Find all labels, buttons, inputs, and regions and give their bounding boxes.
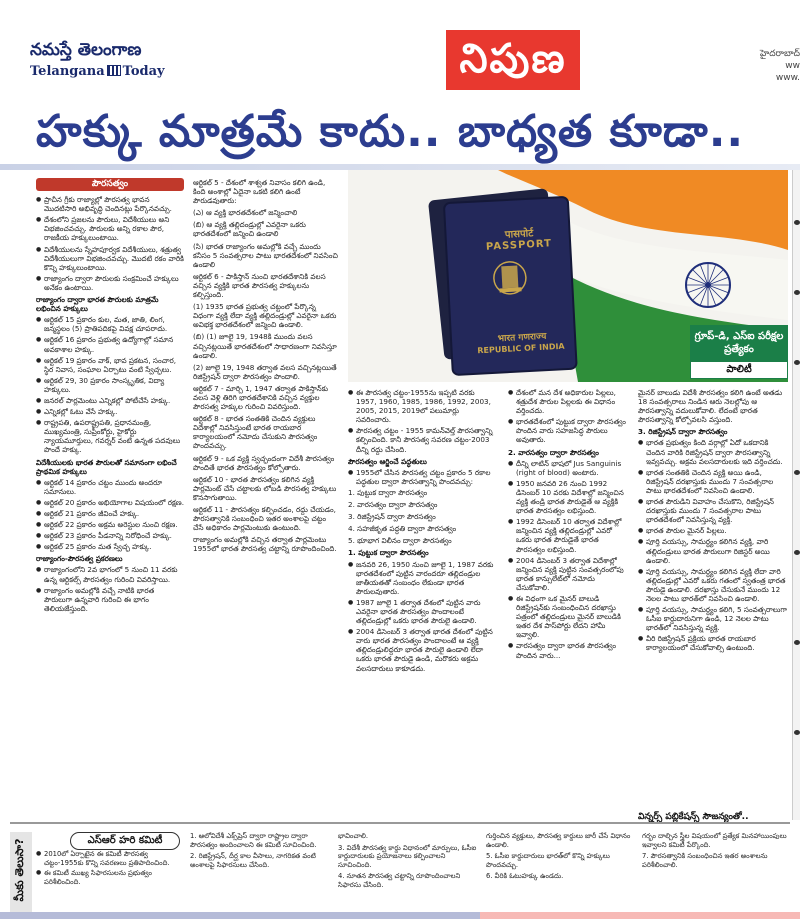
list-item: ● 2004 డిసెంబర్ 3 తర్వాత విదేశాల్లో జన్మించిన వ్యక్తి పుట్టిన సంవత్సరంలోపు భారత కాన్సులేట్‌లో నమోదు చేసుకోవాలి. <box>508 556 628 592</box>
paragraph: ఆర్టికల్ 11 - పౌరసత్వం కల్పించడం, రద్దు చేయడం, పౌరసత్వానికి సంబంధించి ఇతర అంశాలపై చట్టం చేసే అధికారం పార్లమెంటుకు ఉంటుంది. <box>193 505 336 533</box>
list-item: ● ఆర్టికల్ 14 ప్రకారం చట్టం ముందు అందరూ సమానులు. <box>36 478 184 496</box>
paragraph: 3. విదేశీ పౌరసత్వ కార్డు విధానంలో మార్పులు, ఓసీఐ కార్డుదారులకు ప్రయోజనాలు కల్పించాలని సూచించింది. <box>338 843 477 869</box>
list-item: ● ఆర్టికల్ 29, 30 ప్రకారం సాంస్కృతిక, విద్యా హక్కులు. <box>36 376 184 394</box>
list-item: ● వీరి రిజిస్ట్రేషన్ ప్రక్రియ భారత రాయబార కార్యాలయంలో చేసుకోవాల్సి ఉంటుంది. <box>638 634 788 652</box>
bullet-icon <box>794 360 800 365</box>
subheading: రాజ్యాంగం ద్వారా భారత పౌరులకు మాత్రమే లభించిన హక్కులు <box>36 295 159 314</box>
bullet-icon <box>794 730 800 735</box>
article-column-3 <box>348 388 496 812</box>
list-item: ● 1950 జనవరి 26 నుంచి 1992 డిసెంబర్ 10 వరకు విదేశాల్లో జన్మించిన వ్యక్తి తండ్రి భారత పౌరుడైతే ఆ వ్యక్తికి భారత పౌరసత్వం లభిస్తుంది. <box>508 479 628 515</box>
paragraph: 4. నూతన పౌరసత్వ చట్టాన్ని రూపొందించాలని సిఫారసు చేసింది. <box>338 872 461 889</box>
bullet-icon <box>794 220 800 225</box>
list-item: ● భారత ప్రభుత్వం కింది వర్గాల్లో ఏదో ఒకదానికి చెందిన వారికి రిజిస్ట్రేషన్ ద్వారా పౌరసత్వాన్ని ఇవ్వవచ్చు. అక్రమ వలసదారులకు ఇది వర్తించదు. <box>638 438 788 465</box>
list-item: ● 1955లో చేసిన పౌరసత్వ చట్టం ప్రకారం 5 రకాల పద్ధతుల ద్వారా పౌరసత్వాన్ని పొందవచ్చు: <box>348 468 496 486</box>
paragraph: గర్భం దాల్చిన స్త్రీల విషయంలో ప్రత్యేక మినహాయింపులు ఇవ్వాలని కమిటీ పేర్కొంది. <box>642 832 787 849</box>
subheading: రాజ్యాంగం-పౌరసత్వ ప్రకరణలు <box>36 554 123 564</box>
list-item: ● ఈ విధంగా ఒక మైనర్ బాలుడి రిజిస్ట్రేషన్‌కు సంబంధించిన దరఖాస్తు పత్రంలో తల్లిదండ్రులు మైనర్ బాలుడికి ఇతర దేశ పాస్‌పోర్టు లేదని హామీ ఇవ్వాలి. <box>508 594 628 639</box>
masthead <box>0 0 800 110</box>
list-item: ● 2004 డిసెంబర్ 3 తర్వాత భారత దేశంలో పుట్టిన వారు భారత పౌరసత్వం పొందాలంటే ఆ వ్యక్తి తల్లిదండ్రులిద్దరూ భారత పౌరులై ఉండాలి లేదా ఒకరు భారత పౌరుడై ఉండి, మరొకరు అక్రమ వలసదారులు కాకూడదు. <box>348 627 496 672</box>
list-item: ● 1992 డిసెంబర్ 10 తర్వాత విదేశాల్లో జన్మించిన వ్యక్తి తల్లిదండ్రుల్లో ఎవరో ఒకరు భారత పౌరుడైతే భారత పౌరసత్వం లభిస్తుంది. <box>508 517 628 553</box>
list-item: ● పూర్తి వయస్సు, సామర్థ్యం కలిగిన వ్యక్తి లేదా వారి తల్లిదండ్రుల్లో ఎవరో ఒకరు గతంలో స్వతంత్ర భారత పౌరుడై ఉండాలి. దరఖాస్తు చేసుకునే ముందు 12 నెలల పాటు భారత్‌లో నివసించి ఉండాలి. <box>638 567 788 603</box>
list-item: ● ఈ కమిటీ ముఖ్య సిఫారసులను ప్రభుత్వం పరిశీలించింది. <box>36 869 186 886</box>
list-item: ● ఆర్టికల్ 21 ప్రకారం జీవించే హక్కు. <box>36 509 184 518</box>
subheading: 1. పుట్టుక ద్వారా పౌరసత్వం <box>348 548 429 558</box>
dyk-column-2 <box>190 832 332 912</box>
newspaper-logo-english <box>30 64 165 79</box>
list-item: ● 2010లో ఏర్పాటైన ఈ కమిటీ పౌరసత్వ చట్టం-1955కు కొన్ని సవరణలు ప్రతిపాదించింది. <box>36 850 186 867</box>
page-headline: హక్కు మాత్రమే కాదు.. బాధ్యత కూడా.. <box>36 106 745 157</box>
section-brand: నిపుణ <box>446 30 580 90</box>
bullet-icon <box>794 470 800 475</box>
list-item: ● రాష్ట్రపతి, ఉపరాష్ట్రపతి, ప్రధానమంత్రి, ముఖ్యమంత్రి, సుప్రీంకోర్టు, హైకోర్టు న్యాయమూర్తులు, గవర్నర్ వంటి ఉన్నత పదవులు పొందే హక్కు. <box>36 418 184 454</box>
list-item: ● పూర్తి వయస్సు, సామర్థ్యం కలిగి, 5 సంవత్సరాలుగా ఓసీఐ కార్డుదారునిగా ఉండి, 12 నెలల పాటు భారత్‌లో నివసిస్తున్న వ్యక్తి. <box>638 605 788 632</box>
publisher-credit: విన్నర్స్ పబ్లికేషన్స్ సౌజన్యంతో.. <box>638 812 749 822</box>
adjacent-page-edge <box>792 170 800 820</box>
bullet-icon <box>794 290 800 295</box>
passport-text-word: PASSPORT <box>485 238 553 253</box>
list-item: ● ఆర్టికల్ 23 ప్రకారం పీడనాన్ని నిరోధించే హక్కు. <box>36 531 184 540</box>
newspaper-logo-telugu: నమస్తే తెలంగాణ <box>30 40 142 60</box>
list-item: ● భారత పౌరుల మైనర్ పిల్లలు. <box>638 526 788 535</box>
list-item: ● ఈ పౌరసత్వ చట్టం-1955ను ఇప్పటి వరకు 1957, 1960, 1985, 1986, 1992, 2003, 2005, 2015, 2019లో పలుమార్లు సవరించారు. <box>348 388 496 424</box>
list-item: ● జనరల్ పార్లమెంటు ఎన్నికల్లో పోటీచేసే హక్కు. <box>36 396 184 405</box>
article-column-2 <box>193 178 338 812</box>
subheading: పౌరసత్వం ఆర్జించే పద్ధతులు <box>348 456 427 466</box>
paragraph: (సి) భారత రాజ్యాంగం అమల్లోకి వచ్చే ముందు కనీసం 5 సంవత్సరాల పాటు భారతదేశంలో నివసించి ఉండాలి <box>193 241 338 269</box>
paragraph: 3. రిజిస్ట్రేషన్ ద్వారా పౌరసత్వం <box>348 512 436 522</box>
paragraph: (ఎ) ఆ వ్యక్తి భారతదేశంలో జన్మించాలి <box>193 208 298 218</box>
list-item: ● ఆర్టికల్ 19 ప్రకారం వాక్, భావ ప్రకటన, సంచార, స్థిర నివాస, సంఘాల ఏర్పాటు వంటి స్వేచ్ఛలు. <box>36 356 184 374</box>
paragraph: 2. వారసత్వం ద్వారా పౌరసత్వం <box>348 500 438 510</box>
subheading: 2. వారసత్వం ద్వారా పౌరసత్వం <box>508 447 599 457</box>
dyk-column-3 <box>338 832 480 912</box>
dyk-column-1 <box>36 850 186 910</box>
logo-english-suffix: Today <box>122 64 165 79</box>
subheading: విదేశీయులకు భారత పౌరులతో సమానంగా లభించే ప్రాథమిక హక్కులు <box>36 457 177 476</box>
list-item: ● విదేశీయులను స్నేహపూర్వక విదేశీయులు, శత్రుత్వ విదేశీయులుగా విభజించవచ్చు. మొదటి రకం వారికి కొన్ని హక్కులుంటాయి. <box>36 245 184 272</box>
list-item: ● భారతదేశంలో పుట్టుక ద్వారా పౌరసత్వం పొందిన వారు సహజసిద్ధ పౌరులు అవుతారు. <box>508 417 628 444</box>
list-item: ● భారత సంతతికి చెందిన వ్యక్తి అయి ఉండి, రిజిస్ట్రేషన్ దరఖాస్తుకు ముందు 7 సంవత్సరాల పాటు భారతదేశంలో నివసించి ఉండాలి. <box>638 468 788 495</box>
article-column-4 <box>508 388 628 812</box>
paragraph: ఆర్టికల్ 7 - మార్చి 1, 1947 తర్వాత పాకిస్తాన్‌కు వలస వెళ్లి తిరిగి భారతదేశానికి వచ్చిన వ్యక్తుల పౌరసత్వ హక్కుల గురించి వివరిస్తుంది. <box>193 383 328 412</box>
page-bottom-strip <box>0 912 800 919</box>
list-item: ● భారత పౌరుడిని వివాహం చేసుకొని, రిజిస్ట్రేషన్ దరఖాస్తుకు ముందు 7 సంవత్సరాల పాటు భారతదేశంలో నివసిస్తున్న వ్యక్తి. <box>638 497 788 524</box>
paragraph: 2. రిజిస్ట్రేషన్, దీర్ఘ కాల వీసాలు, నాగరికత వంటి అంశాలపై సిఫారసులు చేసింది. <box>190 852 316 869</box>
subheading: 3. రిజిస్ట్రేషన్ ద్వారా పౌరసత్వం <box>638 427 728 437</box>
exam-tag: గ్రూప్-డి, ఎస్ఐ పరీక్షల ప్రత్యేకం <box>690 325 788 361</box>
passport-text-hindi-country: भारत गणराज्य <box>497 331 547 345</box>
paragraph: ఆర్టికల్ 5 - దేశంలో శాశ్వత నివాసం కలిగి ఉండి, కింది అంశాల్లో ఏదైనా ఒకటి కలిగి ఉంటే పౌరుడవుతారు: <box>193 178 326 206</box>
paragraph: 5. ఓసీఐ కార్డుదారులు భారత్‌లో కొన్ని హక్కులు పొందవచ్చు. <box>486 852 610 869</box>
bullet-icon <box>794 640 800 645</box>
header-right-info <box>680 48 800 84</box>
list-item: ● రాజ్యాంగం అమల్లోకి వచ్చే నాటికి భారత పౌరులుగా ఉన్నవారి గురించి ఈ భాగం తెలియజేస్తుంది. <box>36 586 184 613</box>
paragraph: గుర్తించిన వ్యక్తులు, పౌరసత్వ కార్డులు జారీ చేసే విధానం ఉండాలి. <box>486 832 631 849</box>
list-item: ● ఆర్టికల్ 15 ప్రకారం కుల, మత, జాతి, లింగ, జన్మస్థలం (5) ప్రాతిపదికపై వివక్ష చూపరాదు. <box>36 315 184 333</box>
logo-english-text: Telangana <box>30 64 105 79</box>
list-item: ● రాజ్యాంగం ద్వారా పౌరులకు సంక్రమించే హక్కులు అనేకం ఉంటాయి. <box>36 274 184 292</box>
list-item: ● జనవరి 26, 1950 నుంచి జూలై 1, 1987 వరకు భారతదేశంలో పుట్టిన వారందరూ తల్లిదండ్రుల జాతీయతతో సంబంధం లేకుండా భారత పౌరులవుతారు. <box>348 560 496 596</box>
list-item: ● రాజ్యాంగంలోని 2వ భాగంలో 5 నుంచి 11 వరకు ఉన్న ఆర్టికల్స్ పౌరసత్వం గురించి వివరిస్తాయి. <box>36 565 184 583</box>
did-you-know-side-label <box>10 832 32 912</box>
section-title-pill: పౌరసత్వం <box>36 178 184 191</box>
side-label-text: మీకు తెలుసా? <box>13 838 26 902</box>
article-column-5 <box>638 388 788 812</box>
header-right-line3: www. <box>775 73 800 83</box>
paragraph: (బి) ఆ వ్యక్తి తల్లిదండ్రుల్లో ఎవరైనా ఒకరు భారతదేశంలో జన్మించి ఉండాలి <box>193 220 306 239</box>
list-item: ● 1987 జూలై 1 తర్వాత దేశంలో పుట్టిన వారు ఎవరైనా భారత పౌరసత్వం పొందాలంటే తల్లిదండ్రుల్లో ఒకరు భారత పౌరులై ఉండాలి. <box>348 598 496 625</box>
list-item: ● దీన్ని లాటిన్ భాషలో Jus Sanguinis (right of blood) అంటారు. <box>508 459 628 477</box>
list-item: ● దేశంలోని ప్రజలను పౌరులు, విదేశీయులు అని విభజించవచ్చు. పౌరులకు అన్ని రకాల పౌర, రాజకీయ హక్కులుంటాయి. <box>36 215 184 242</box>
bullet-icon <box>794 550 800 555</box>
paragraph: 5. భూభాగ విలీనం ద్వారా పౌరసత్వం <box>348 536 452 546</box>
subject-tag: పాలిటీ <box>690 361 788 379</box>
paragraph: ఆర్టికల్ 8 - భారత సంతతికి చెందిన వ్యక్తులు విదేశాల్లో నివసిస్తుంటే భారత రాయబార కార్యాలయంలో నమోదు చేసుకుని పౌరసత్వం పొందవచ్చు. <box>193 414 318 451</box>
paragraph: 7. పౌరసత్వానికి సంబంధించిన ఇతర అంశాలను పరిశీలించాలి. <box>642 852 768 869</box>
paragraph: భావించాలి. <box>338 832 368 840</box>
paragraph: ఆర్టికల్ 6 - పాకిస్తాన్ నుంచి భారతదేశానికి వలస వచ్చిన వ్యక్తికి భారత పౌరసత్వ హక్కులను కల్పిస్తుంది. <box>193 271 326 300</box>
list-item: ● ఆర్టికల్ 16 ప్రకారం ప్రభుత్వ ఉద్యోగాల్లో సమాన అవకాశాల హక్కు. <box>36 335 184 353</box>
paragraph: ఆర్టికల్ 9 - ఒక వ్యక్తి స్వచ్ఛందంగా విదేశీ పౌరసత్వం పొందితే భారత పౌరసత్వం కోల్పోతారు. <box>193 453 335 472</box>
paragraph: (2) జూలై 19, 1948 తర్వాత వలస వచ్చినట్లయితే రిజిస్ట్రేషన్ ద్వారా పౌరసత్వం పొందాలి. <box>193 362 337 381</box>
list-item: ● ఆర్టికల్ 25 ప్రకారం మత స్వేచ్ఛ హక్కు. <box>36 542 184 551</box>
list-item: ● దేశంలో మన దేశ అధికారుల పిల్లలు, శత్రుదేశ పౌరుల పిల్లలకు ఈ విధానం వర్తించదు. <box>508 388 628 415</box>
header-right-line1: హైదరాబాద్ <box>759 49 800 59</box>
logo-emblem-icon <box>107 65 121 76</box>
list-item: ● ప్రాచీన గ్రీకు రాజ్యాల్లో పౌరసత్వ భావన మొదటిసారి అభివృద్ధి చెందినట్లు పేర్కొనవచ్చు. <box>36 195 184 213</box>
passport-text-country: REPUBLIC OF INDIA <box>477 341 565 356</box>
paragraph: 1. పుట్టుక ద్వారా పౌరసత్వం <box>348 487 428 497</box>
list-item: ● పౌరసత్వ చట్టం - 1955 కామన్‌వెల్త్ పౌరసత్వాన్ని కల్పించింది. కానీ పౌరసత్వ సవరణ చట్టం-2003 దీన్ని రద్దు చేసింది. <box>348 426 496 453</box>
passport-text-hindi-top: पासपोर्ट <box>504 228 534 241</box>
paragraph: 4. సహజీకృత పద్ధతి ద్వారా పౌరసత్వం <box>348 524 457 534</box>
did-you-know-title: ఎస్ఆర్ హరి కమిటీ <box>70 832 180 850</box>
paragraph: 6. వీరికి ఓటుహక్కు ఉండదు. <box>486 872 564 881</box>
list-item: ● ఎన్నికల్లో ఓటు వేసే హక్కు. <box>36 407 184 416</box>
paragraph: మైనర్ బాలుడు విదేశీ పౌరసత్వం కలిగి ఉంటే అతడు 18 సంవత్సరాలు నిండిన ఆరు నెలల్లోపు ఆ పౌరసత్వాన్ని వదులుకోవాలి. లేదంటే భారత పౌరసత్వాన్ని కోల్పోవలసి వస్తుంది. <box>638 388 783 425</box>
paragraph: 1. ఆలోవిదేశీ ఎక్స్‌ప్రెస్ ద్వారా రాష్ట్రాల ద్వారా పౌరసత్వం అందించాలని ఈ కమిటీ సూచించింది. <box>190 832 317 849</box>
paragraph: (1) 1935 భారత ప్రభుత్వ చట్టంలో పేర్కొన్న విధంగా వ్యక్తి లేదా వ్యక్తి తల్లిదండ్రుల్లో ఎవరైనా ఒకరు అవిభక్త భారతదేశంలో జన్మించి ఉండాలి. <box>193 302 337 330</box>
header-right-line2: ww <box>785 61 800 71</box>
list-item: ● ఆర్టికల్ 20 ప్రకారం అభియోగాల విషయంలో రక్షణ. <box>36 498 184 507</box>
paragraph: ఆర్టికల్ 10 - భారత పౌరసత్వం కలిగిన వ్యక్తి పార్లమెంట్ చేసే చట్టాలకు లోబడి పౌరసత్వ హక్కులు కొనసాగుతాయి. <box>193 474 337 502</box>
did-you-know-box <box>10 822 790 912</box>
list-item: ● ఆర్టికల్ 22 ప్రకారం అక్రమ అరెస్టుల నుంచి రక్షణ. <box>36 520 184 529</box>
dyk-column-5 <box>642 832 790 912</box>
paragraph: (బి) (1) జూలై 19, 1948కి ముందు వలస వచ్చినట్లయితే భారతదేశంలో సాధారణంగా నివసిస్తూ ఉండాలి. <box>193 332 337 360</box>
dyk-column-4 <box>486 832 636 912</box>
paragraph: రాజ్యాంగం అమల్లోకి వచ్చిన తర్వాత పార్లమెంటు 1955లో భారత పౌరసత్వ చట్టాన్ని రూపొందించింది. <box>193 535 337 554</box>
article-column-1 <box>36 178 184 812</box>
list-item: ● పూర్తి వయస్సు, సామర్థ్యం కలిగిన వ్యక్తి, వారి తల్లిదండ్రులు భారత పౌరులుగా రిజిస్టర్ అయి ఉండాలి. <box>638 537 788 564</box>
list-item: ● వారసత్వం ద్వారా భారత పౌరసత్వం పొందిన వారు... <box>508 641 628 659</box>
